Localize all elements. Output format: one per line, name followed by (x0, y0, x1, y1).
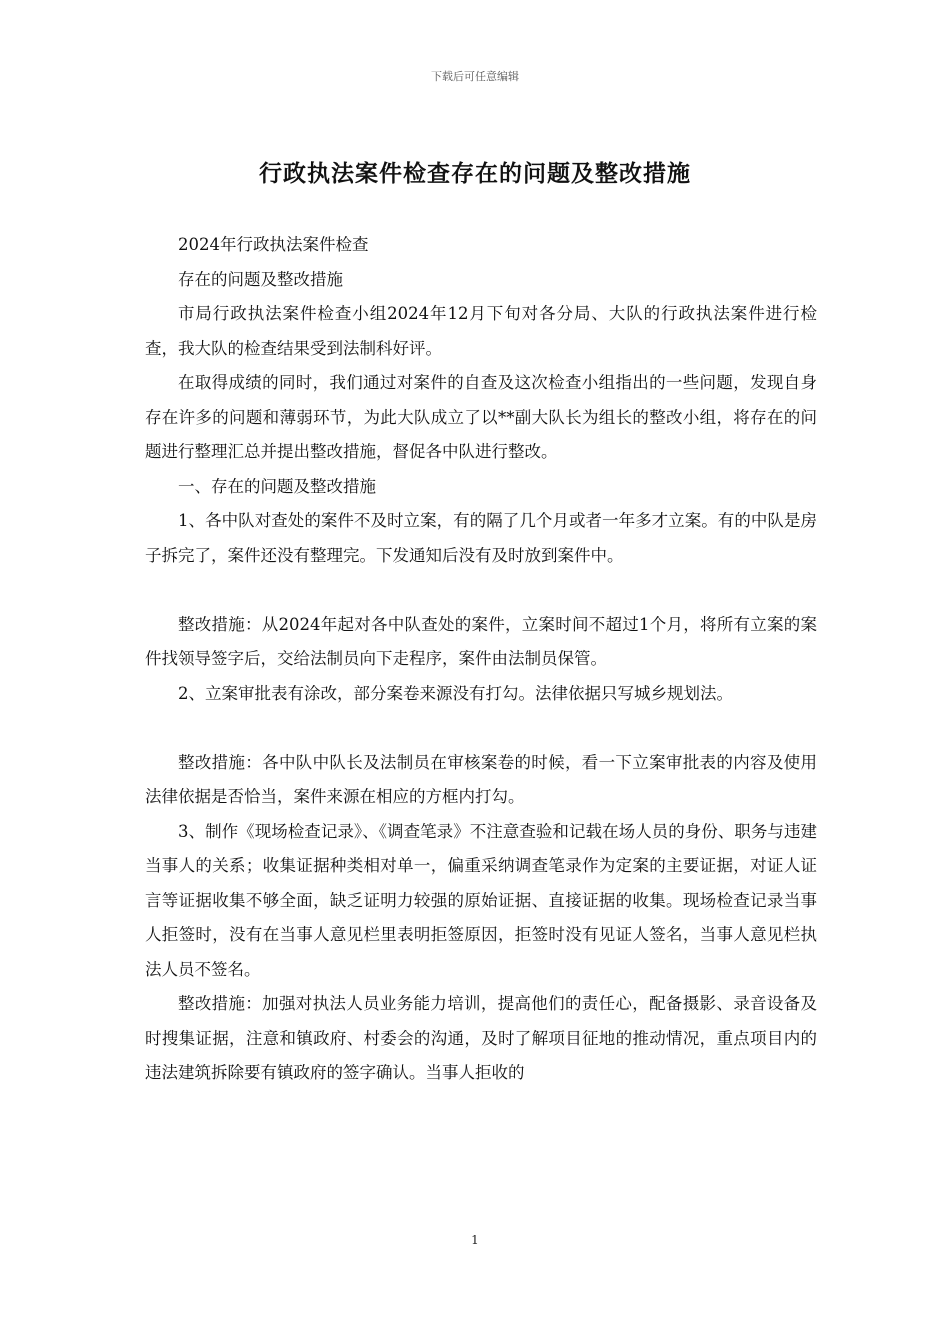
page-number: 1 (471, 1233, 479, 1247)
section-heading: 一、存在的问题及整改措施 (178, 476, 376, 496)
paragraph: 2024年行政执法案件检查 (178, 235, 369, 254)
paragraph: 2、立案审批表有涂改，部分案卷来源没有打勾。法律依据只写城乡规划法。 (178, 683, 733, 703)
paragraph: 市局行政执法案件检查小组2024年12月下旬对各分局、大队的行政执法案件进行检查，我大队的检查结果受到法制科好评。 (145, 304, 817, 358)
paragraph: 存在的问题及整改措施 (178, 269, 343, 289)
paragraph: 1、各中队对查处的案件不及时立案，有的隔了几个月或者一年多才立案。有的中队是房子拆完了，案件还没有整理完。下发通知后没有及时放到案件中。 (145, 511, 817, 565)
document-body (145, 228, 817, 1091)
document-title: 行政执法案件检查存在的问题及整改措施 (259, 160, 691, 187)
paragraph: 整改措施：各中队中队长及法制员在审核案卷的时候，看一下立案审批表的内容及使用法律依据是否恰当，案件来源在相应的方框内打勾。 (145, 752, 817, 806)
paragraph: 在取得成绩的同时，我们通过对案件的自查及这次检查小组指出的一些问题，发现自身存在许多的问题和薄弱环节，为此大队成立了以**副大队长为组长的整改小组，将存在的问题进行整理汇总并提出整改措施，督促各中队进行整改。 (145, 373, 817, 461)
header-note: 下载后可任意编辑 (431, 70, 519, 83)
paragraph: 3、制作《现场检查记录》、《调查笔录》不注意查验和记载在场人员的身份、职务与违建当事人的关系；收集证据种类相对单一，偏重采纳调查笔录作为定案的主要证据，对证人证言等证据收集不够全面，缺乏证明力较强的原始证据、直接证据的收集。现场检查记录当事人拒签时，没有在当事人意见栏里表明拒签原因，拒签时没有见证人签名，当事人意见栏执法人员不签名。 (145, 821, 817, 979)
paragraph: 整改措施：从2024年起对各中队查处的案件，立案时间不超过1个月，将所有立案的案件找领导签字后，交给法制员向下走程序，案件由法制员保管。 (145, 614, 817, 668)
paragraph: 整改措施：加强对执法人员业务能力培训，提高他们的责任心，配备摄影、录音设备及时搜集证据，注意和镇政府、村委会的沟通，及时了解项目征地的推动情况，重点项目内的违法建筑拆除要有镇政府的签字确认。当事人拒收的 (145, 994, 817, 1082)
